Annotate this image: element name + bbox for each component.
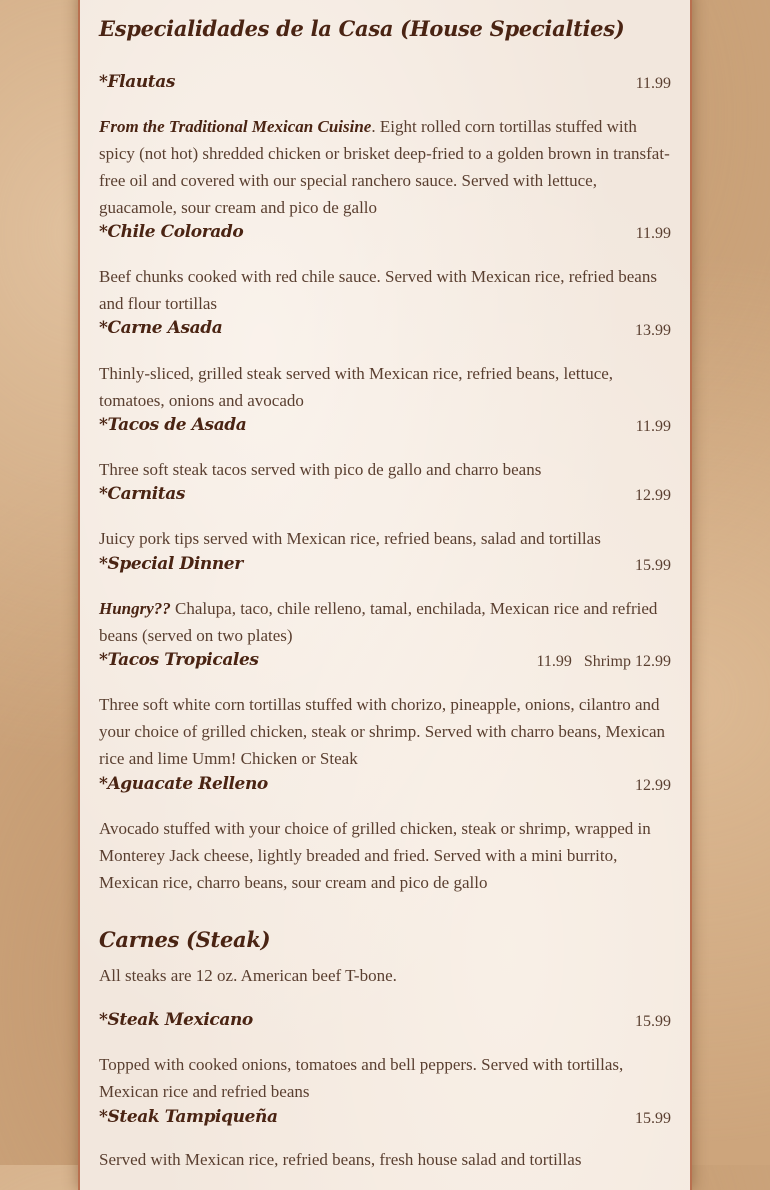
item-description-steak-mexicano: Topped with cooked onions, tomatoes and bell peppers. Served with tortillas, Mexican rice and refried beans — [99, 1055, 624, 1101]
item-description-tacos-de-asada: Three soft steak tacos served with pico de gallo and charro beans — [99, 460, 542, 479]
item-description-aguacate-relleno: Avocado stuffed with your choice of grilled chicken, steak or shrimp, wrapped in Monterey Jack cheese, lightly breaded and fried. Served with a mini burrito, Mexican rice, charro beans, sour cream and pico de gallo — [99, 819, 651, 892]
section-note-steak: All steaks are 12 oz. American beef T-bone. — [99, 966, 397, 985]
item-price-steak-tampiquena: 15.99 — [635, 1110, 671, 1127]
item-price-carne-asada: 13.99 — [635, 322, 671, 339]
item-price-carnitas: 12.99 — [635, 487, 671, 504]
item-price-aguacate-relleno: 12.99 — [635, 777, 671, 794]
item-name-tacos-de-asada: *Tacos de Asada — [99, 415, 247, 435]
item-price-steak-mexicano: 15.99 — [635, 1013, 671, 1030]
item-name-steak-mexicano: *Steak Mexicano — [99, 1010, 253, 1030]
item-name-steak-tampiquena: *Steak Tampiqueña — [99, 1107, 278, 1127]
description-text: Chalupa, taco, chile relleno, tamal, enchilada, Mexican rice and refried beans (served on two plates) — [99, 599, 658, 645]
item-price-tacos-de-asada: 11.99 — [635, 418, 671, 435]
item-name-tacos-tropicales: *Tacos Tropicales — [99, 650, 259, 670]
item-description-steak-tampiquena: Served with Mexican rice, refried beans, fresh house salad and tortillas — [99, 1150, 582, 1169]
item-description-chile-colorado: Beef chunks cooked with red chile sauce. Served with Mexican rice, refried beans and flour tortillas — [99, 267, 657, 313]
item-description-flautas — [99, 113, 671, 221]
item-price-tacos-tropicales: 11.99 Shrimp 12.99 — [536, 653, 671, 670]
item-price-flautas: 11.99 — [635, 75, 671, 92]
item-description-carnitas: Juicy pork tips served with Mexican rice, refried beans, salad and tortillas — [99, 529, 601, 548]
section-title-house-specialties: Especialidades de la Casa (House Specialties) — [99, 16, 625, 41]
item-name-carnitas: *Carnitas — [99, 484, 186, 504]
description-text: . Eight rolled corn tortillas stuffed with spicy (not hot) shredded chicken or brisket deep-fried to a golden brown in transfat-free oil and covered with our special ranchero sauce. Served with lettuce, guacamole, sour cream and pico de gallo — [99, 117, 670, 217]
item-name-special-dinner: *Special Dinner — [99, 554, 243, 574]
item-description-carne-asada: Thinly-sliced, grilled steak served with Mexican rice, refried beans, lettuce, tomatoes, onions and avocado — [99, 364, 614, 410]
description-lead: From the Traditional Mexican Cuisine — [99, 117, 372, 136]
item-name-chile-colorado: *Chile Colorado — [99, 222, 244, 242]
item-price-chile-colorado: 11.99 — [635, 225, 671, 242]
item-name-carne-asada: *Carne Asada — [99, 318, 223, 338]
item-description-special-dinner — [99, 595, 671, 649]
item-price-special-dinner: 15.99 — [635, 557, 671, 574]
item-description-tacos-tropicales: Three soft white corn tortillas stuffed with chorizo, pineapple, onions, cilantro and your choice of grilled chicken, steak or shrimp. Served with charro beans, Mexican rice and lime Umm! Chicken or Steak — [99, 695, 666, 768]
description-lead: Hungry?? — [99, 599, 171, 618]
section-title-steak: Carnes (Steak) — [99, 927, 271, 952]
item-name-aguacate-relleno: *Aguacate Relleno — [99, 774, 268, 794]
item-name-flautas: *Flautas — [99, 72, 176, 92]
